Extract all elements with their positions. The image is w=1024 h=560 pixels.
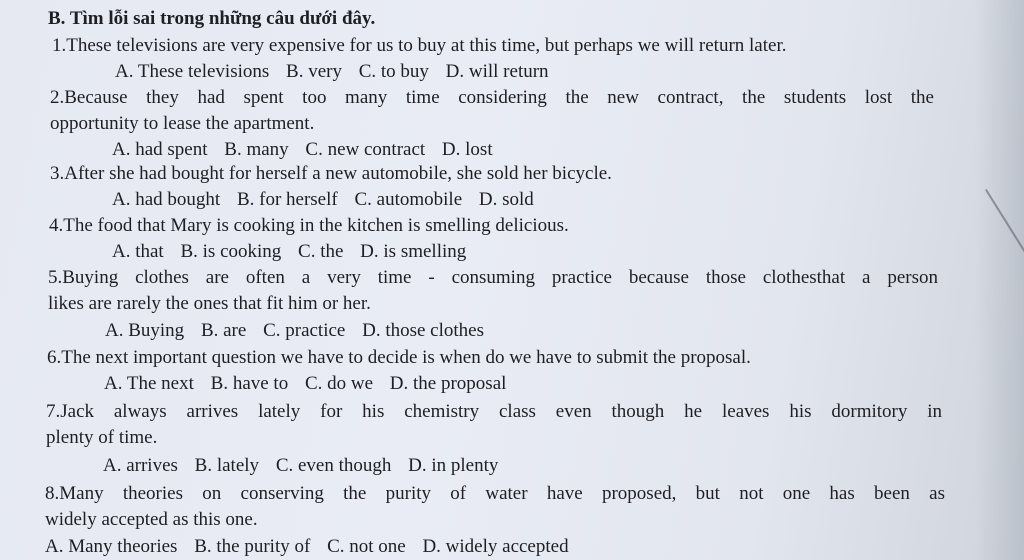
- option-c: C. the: [298, 241, 344, 262]
- question-7-text-line-2: plenty of time.: [46, 427, 158, 448]
- option-a: A. had spent: [112, 139, 208, 160]
- option-b: B. many: [224, 139, 289, 160]
- question-3-options: [112, 189, 546, 211]
- option-a: A. Buying: [105, 320, 185, 341]
- option-d: D. sold: [478, 189, 534, 210]
- option-d: D. lost: [441, 139, 493, 160]
- option-d: D. will return: [445, 61, 549, 82]
- question-8-options: [45, 536, 581, 558]
- question-3-text: 3.After she had bought for herself a new automobile, she sold her bicycle.: [50, 163, 612, 184]
- section-title: B. Tìm lỗi sai trong những câu dưới đây.: [48, 8, 376, 29]
- option-d: D. those clothes: [362, 320, 485, 341]
- option-a: A. Many theories: [45, 536, 178, 557]
- option-d: D. the proposal: [389, 373, 507, 394]
- option-b: B. the purity of: [194, 536, 311, 557]
- question-1-text: 1.These televisions are very expensive for us to buy at this time, but perhaps we will return later.: [52, 35, 787, 56]
- option-d: D. in plenty: [408, 455, 499, 476]
- option-a: A. had bought: [112, 189, 221, 210]
- option-a: A. arrives: [103, 455, 178, 476]
- question-8-text-line-2: widely accepted as this one.: [45, 509, 258, 530]
- page-shadow: [975, 0, 1024, 560]
- option-b: B. for herself: [236, 189, 338, 210]
- paper-crease: [985, 189, 1024, 266]
- option-b: B. lately: [194, 455, 260, 476]
- question-5-options: [105, 320, 496, 342]
- option-c: C. not one: [327, 536, 406, 557]
- question-4-text: 4.The food that Mary is cooking in the kitchen is smelling delicious.: [49, 215, 569, 236]
- option-d: D. widely accepted: [422, 536, 569, 557]
- question-2-text-line-2: opportunity to lease the apartment.: [50, 113, 315, 134]
- question-5-text-line-1: 5.Buying clothes are often a very time - consuming practice because those clothesthat a person: [48, 267, 938, 288]
- question-6-text: 6.The next important question we have to decide is when do we have to submit the proposal.: [47, 347, 751, 368]
- question-2-text-line-1: 2.Because they had spent too many time considering the new contract, the students lost the: [50, 87, 934, 108]
- option-a: A. that: [112, 241, 164, 262]
- option-a: A. These televisions: [115, 61, 270, 82]
- option-b: B. are: [200, 320, 247, 341]
- question-2-options: [112, 139, 505, 161]
- question-7-text-line-1: 7.Jack always arrives lately for his chemistry class even though he leaves his dormitory in: [46, 401, 942, 422]
- option-c: C. to buy: [358, 61, 429, 82]
- option-a: A. The next: [104, 373, 194, 394]
- question-7-options: [103, 455, 510, 477]
- option-c: C. do we: [304, 373, 374, 394]
- option-c: C. practice: [263, 320, 346, 341]
- option-c: C. even though: [275, 455, 392, 476]
- question-1-options: [115, 61, 561, 83]
- option-c: C. new contract: [305, 139, 426, 160]
- option-d: D. is smelling: [360, 241, 467, 262]
- option-c: C. automobile: [354, 189, 463, 210]
- option-b: B. have to: [210, 373, 289, 394]
- question-6-options: [104, 373, 518, 395]
- question-5-text-line-2: likes are rarely the ones that fit him or her.: [48, 293, 371, 314]
- option-b: B. is cooking: [180, 241, 282, 262]
- option-b: B. very: [286, 61, 342, 82]
- question-4-options: [112, 241, 478, 263]
- question-8-text-line-1: 8.Many theories on conserving the purity of water have proposed, but not one has been as: [45, 483, 945, 504]
